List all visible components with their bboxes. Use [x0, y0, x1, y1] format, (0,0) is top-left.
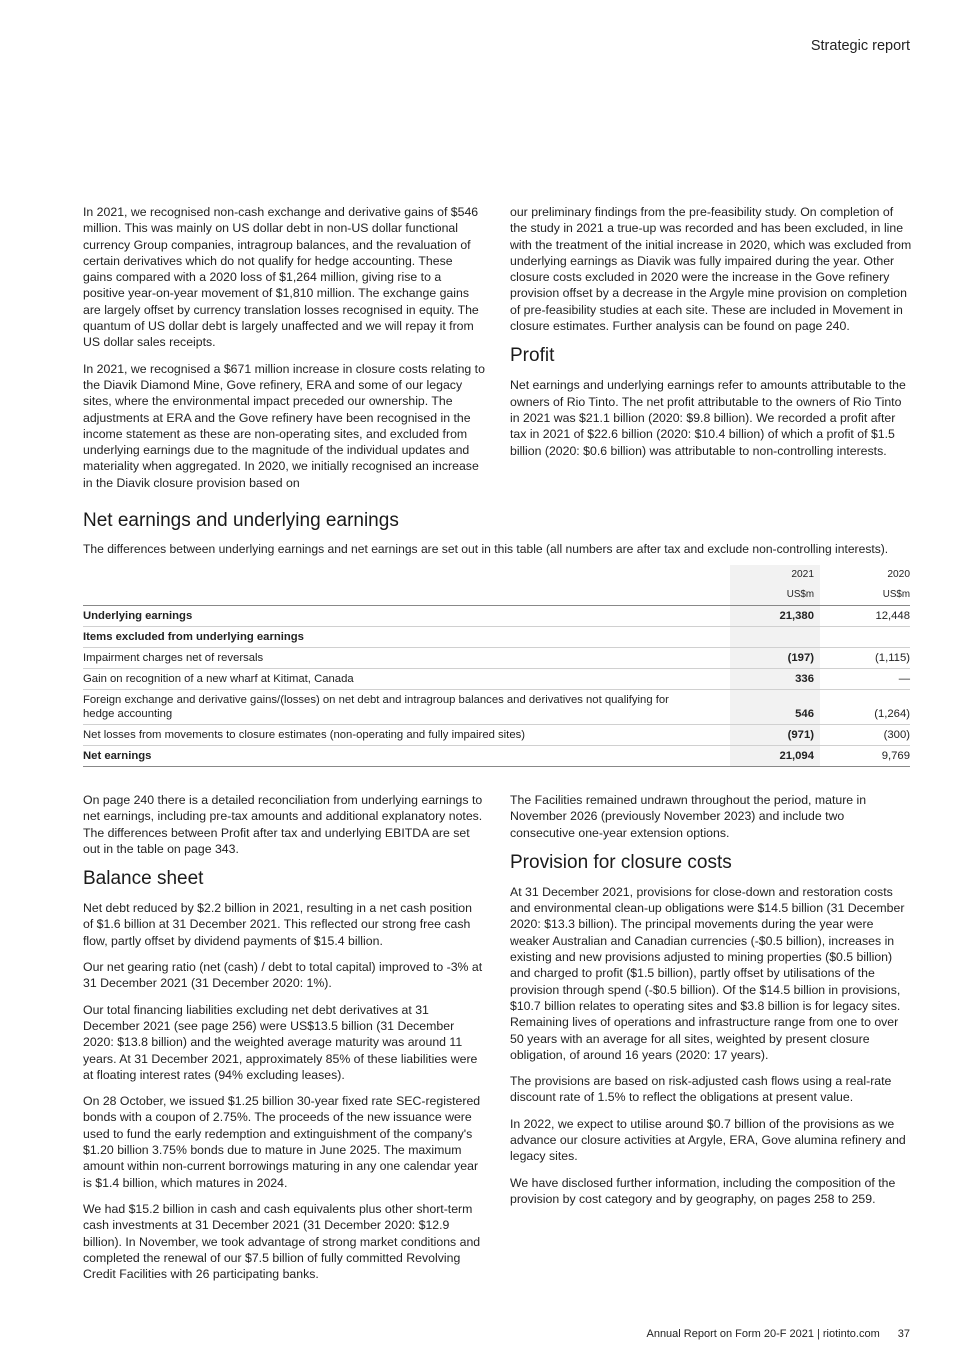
- table-row: [83, 669, 910, 690]
- running-header: Strategic report: [810, 38, 910, 54]
- value-2020: (1,115): [820, 648, 910, 669]
- paragraph: Net debt reduced by $2.2 billion in 2021, resulting in a net cash position of $1.6 billion at 31 December 2021. This reflected our strong free cash flow, partly offset by dividend payments of $15.4 billion.: [83, 901, 472, 948]
- lower-right-column: [510, 792, 912, 1217]
- value-2020: (1,264): [820, 690, 910, 725]
- value-2021: [730, 627, 820, 648]
- paragraph: We had $15.2 billion in cash and cash equivalents plus other short-term cash investments at 31 December 2021 (31 December 2020: $12.9 billion). In November, we took advantage of strong market conditions and completed the renewal of our $7.5 billion of fully committed Revolving Credit Facilities with 26 participating banks.: [83, 1201, 481, 1282]
- table-row: [83, 648, 910, 669]
- value-2020: [820, 627, 910, 648]
- closure-costs-heading: Provision for closure costs: [510, 851, 732, 873]
- value-2021: (971): [730, 725, 820, 746]
- paragraph: Our total financing liabilities excluding net debt derivatives at 31 December 2021 (see page 256) were US$13.5 billion (31 December 2020: $13.8 billion) and the weighted average maturity was around 11 years. At 31 December 2021, approximately 85% of these liabilities were at floating interest rates (94% excluding leases).: [83, 1002, 478, 1082]
- table-row: [83, 606, 910, 627]
- footer-separator: |: [817, 1328, 820, 1340]
- website-link[interactable]: riotinto.com: [822, 1328, 880, 1340]
- value-2021: (197): [730, 648, 820, 669]
- value-2020: 9,769: [820, 746, 910, 767]
- upper-right-column: [510, 204, 912, 469]
- paragraph: We have disclosed further information, including the composition of the provision by cost category and by geography, on pages 258 to 259.: [510, 1175, 896, 1206]
- table-total-row: [83, 746, 910, 767]
- paragraph: On page 240 there is a detailed reconciliation from underlying earnings to net earnings, including pre-tax amounts and additional explanatory notes. The differences between Profit after tax and underlying EBITDA are set out in the table on page 343.: [83, 793, 483, 856]
- paragraph: Net earnings and underlying earnings refer to amounts attributable to the owners of Rio Tinto. The net profit attributable to the owners of Rio Tinto in 2021 was $21.1 billion (2020: $9.8 billion). We recorded a profit after tax in 2021 of $22.6 billion (2020: $10.4 billion) of which a profit of $1.5 billion (2020: $0.6 billion) was attributable to non-controlling interests.: [510, 378, 906, 458]
- value-2021: 546: [730, 690, 820, 725]
- earnings-section-intro: The differences between underlying earnings and net earnings are set out in this table (all numbers are after tax and exclude non-controlling interests).: [83, 542, 889, 556]
- row-label: Foreign exchange and derivative gains/(losses) on net debt and intragroup balances and derivatives not qualifying for hedge accounting: [83, 690, 730, 725]
- paragraph: Our net gearing ratio (net (cash) / debt to total capital) improved to -3% at 31 December 2021 (31 December 2020: 1%).: [83, 960, 483, 991]
- paragraph: The provisions are based on risk-adjusted cash flows using a real-rate discount rate of 1.5% to reflect the obligations at present value.: [510, 1074, 892, 1105]
- profit-heading: Profit: [510, 345, 555, 367]
- table-unit-spacer: [83, 585, 730, 606]
- paragraph: On 28 October, we issued $1.25 billion 30-year fixed rate SEC-registered bonds with a coupon of 2.75%. The proceeds of the new issuance were used to fund the early redemption and extinguishment of the company's $1.20 billion 3.75% bonds due to mature in June 2025. The maximum amount within non-current borrowings maturing in any one calendar year is $1.4 billion, which matures in 2024.: [83, 1094, 481, 1190]
- paragraph: At 31 December 2021, provisions for close-down and restoration costs and environmental clean-up obligations were $14.5 billion (31 December 2020: $13.3 billion). The principal movements during the year were weaker Australian and Canadian currencies (-$0.5 billion), increases in existing and new provisions adjusted to mining properties ($0.5 billion) and charged to profit ($1.5 billion), partly offset by utilisations of the provision through spend (-$0.5 billion). Of the $14.5 billion in provisions, $10.7 billion relates to operating sites and $3.8 billion is for legacy sites. Remaining lives of operations and infrastructure range from one to over 50 years with an average for all sites, weighted by present closure obligation, of around 16 years (2020: 17 years).: [510, 884, 905, 1062]
- row-label: Net losses from movements to closure estimates (non-operating and fully impaired sites): [83, 725, 730, 746]
- page-footer: [646, 1328, 910, 1340]
- column-header-2021: 2021: [730, 565, 820, 585]
- earnings-section-title: Net earnings and underlying earnings: [83, 510, 399, 531]
- table-row: [83, 627, 910, 648]
- unit-2020: US$m: [820, 585, 910, 606]
- table-header-row: [83, 565, 910, 585]
- unit-2021: US$m: [730, 585, 820, 606]
- value-2020: —: [820, 669, 910, 690]
- table-row: [83, 690, 910, 725]
- paragraph: In 2021, we recognised non-cash exchange and derivative gains of $546 million. This was mainly on US dollar debt in non-US dollar functional currency Group companies, intragroup balances, and the revaluation of certain derivatives which do not qualify for hedge accounting. These gains compared with a 2020 loss of $1,264 million, giving rise to a positive year-on-year movement of $1,810 million. The exchange gains are largely offset by currency translation losses recognised in equity. The quantum of US dollar debt is largely unaffected and we will repay it from US dollar sales receipts.: [83, 205, 479, 350]
- row-label: Net earnings: [83, 746, 730, 767]
- column-header-2020: 2020: [887, 569, 910, 580]
- report-title: Annual Report on Form 20-F 2021: [646, 1328, 815, 1340]
- value-2021: 21,094: [730, 746, 820, 767]
- value-2020: 12,448: [820, 606, 910, 627]
- value-2020: (300): [820, 725, 910, 746]
- row-label: Impairment charges net of reversals: [83, 648, 730, 669]
- table-row: [83, 725, 910, 746]
- row-label: Underlying earnings: [83, 606, 730, 627]
- paragraph: In 2022, we expect to utilise around $0.7 billion of the provisions as we advance our closure activities at Argyle, ERA, Gove alumina refinery and legacy sites.: [510, 1116, 906, 1164]
- value-2021: 336: [730, 669, 820, 690]
- row-label: Gain on recognition of a new wharf at Kitimat, Canada: [83, 669, 730, 690]
- value-2021: 21,380: [730, 606, 820, 627]
- row-label: Items excluded from underlying earnings: [83, 627, 730, 648]
- earnings-table: [83, 565, 910, 767]
- lower-left-column: [83, 792, 485, 1292]
- paragraph: our preliminary findings from the pre-feasibility study. On completion of the study in 2021 a true-up was recorded and has been excluded, in line with the treatment of the initial increase in 2020, which was excluded from underlying earnings as Diavik was fully impaired during the year. Other closure costs excluded in 2020 were the increase in the Gove refinery provision offset by a decrease in the Argyle mine provision on completion of pre-feasibility studies at each site. These are included in Movement in closure estimates. Further analysis can be found on page 240.: [510, 205, 912, 334]
- table-header-spacer: [83, 565, 730, 585]
- table-unit-row: [83, 585, 910, 606]
- paragraph: The Facilities remained undrawn throughout the period, mature in November 2026 (previously November 2023) and include two consecutive one-year extension options.: [510, 793, 867, 840]
- page-number: 37: [897, 1328, 910, 1340]
- upper-left-column: [83, 204, 485, 501]
- paragraph: In 2021, we recognised a $671 million increase in closure costs relating to the Diavik Diamond Mine, Gove refinery, ERA and some of our legacy sites, where the environmental impact preceded our ownership. The adjustments at ERA and the Gove refinery have been recognised in the income statement as these are non-operating sites, and excluded from underlying earnings due to the magnitude of the individual updates and materiality when aggregated. In 2020, we initially recognised an increase in the Diavik closure provision based on: [83, 361, 485, 490]
- balance-sheet-heading: Balance sheet: [83, 868, 204, 890]
